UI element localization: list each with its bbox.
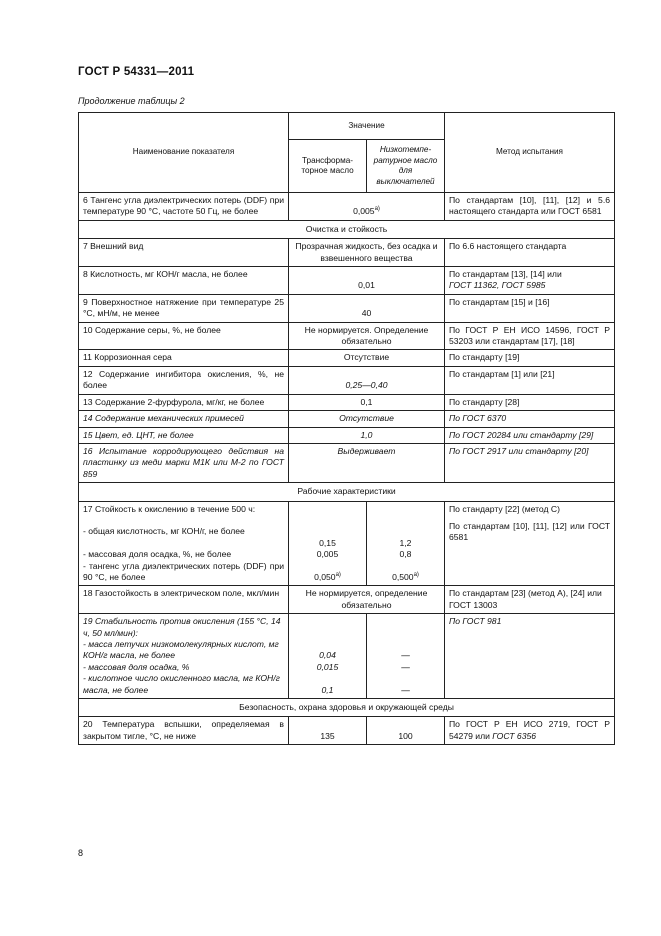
table-header-row <box>79 113 615 140</box>
row-value-transformer: 0,04 0,015 0,1 <box>289 614 367 699</box>
row-value: Отсутствие <box>289 350 445 366</box>
row-name: 13 Содержание 2-фурфурола, мг/кг, не более <box>79 394 289 410</box>
row-method: По стандарту [28] <box>445 394 615 410</box>
row-value: Выдерживает <box>289 443 445 482</box>
row-method: По стандартам [23] (метод А), [24] или ГОСТ 13003 <box>445 586 615 614</box>
section-title: Безопасность, охрана здоровья и окружающей среды <box>79 699 615 717</box>
row-value-switch: 100 <box>367 717 445 745</box>
row-method: По ГОСТ 981 <box>445 614 615 699</box>
header-value-group: Значение <box>289 113 445 140</box>
row-method: По ГОСТ Р ЕН ИСО 2719, ГОСТ Р 54279 или ГОСТ 6356 <box>445 717 615 745</box>
row-name: 7 Внешний вид <box>79 239 289 267</box>
section-title: Очистка и стойкость <box>79 220 615 238</box>
row-value: Не нормируется, определение обязательно <box>289 586 445 614</box>
row-value: $0,005^{а)}$ <box>289 193 445 221</box>
row-name: 16 Испытание корродирующего действия на пластинку из меди марки М1К или М-2 по ГОСТ 859 <box>79 443 289 482</box>
row-method: По ГОСТ 6370 <box>445 411 615 427</box>
table-row <box>79 411 615 427</box>
row-method: По стандартам [15] и [16] <box>445 294 615 322</box>
table-continuation-caption: Продолжение таблицы 2 <box>78 96 185 106</box>
row-name: 18 Газостойкость в электрическом поле, мкл/мин <box>79 586 289 614</box>
header-transformer-oil: Трансформа-торное масло <box>289 140 367 193</box>
row-name: 15 Цвет, ед. ЦНТ, не более <box>79 427 289 443</box>
table-row <box>79 443 615 482</box>
row-method: По 6.6 настоящего стандарта <box>445 239 615 267</box>
row-name: 8 Кислотность, мг КОН/г масла, не более <box>79 267 289 295</box>
section-row <box>79 220 615 238</box>
row-value-transformer: 135 <box>289 717 367 745</box>
row-name: 9 Поверхностное натяжение при температуре 25 °C, мН/м, не менее <box>79 294 289 322</box>
row-method: По ГОСТ Р ЕН ИСО 14596, ГОСТ Р 53203 или стандартам [17], [18] <box>445 322 615 350</box>
header-method: Метод испытания <box>445 113 615 193</box>
table-row <box>79 394 615 410</box>
row-name: 10 Содержание серы, %, не более <box>79 322 289 350</box>
table-row <box>79 717 615 745</box>
table-row <box>79 267 615 295</box>
row-value-transformer: 0,15 0,005 $0,050^{а)}$ <box>289 501 367 586</box>
row-value: Прозрачная жидкость, без осадка и взвешенного вещества <box>289 239 445 267</box>
section-row <box>79 699 615 717</box>
row-name: 12 Содержание ингибитора окисления, %, не более <box>79 366 289 394</box>
table-row <box>79 193 615 221</box>
row-method: По стандартам [1] или [21] <box>445 366 615 394</box>
row-method: По стандартам [13], [14] или ГОСТ 11362, ГОСТ 5985 <box>445 267 615 295</box>
row-value: 0,1 <box>289 394 445 410</box>
table-row <box>79 501 615 586</box>
document-title: ГОСТ Р 54331—2011 <box>78 66 195 78</box>
row-value: Отсутствие <box>289 411 445 427</box>
row-method: По стандарту [22] (метод С) По стандартам [10], [11], [12] или ГОСТ 6581 <box>445 501 615 586</box>
header-switch-oil: Низкотемпе-ратурное масло для выключателей <box>367 140 445 193</box>
header-name: Наименование показателя <box>79 113 289 193</box>
table-row <box>79 322 615 350</box>
table-row <box>79 366 615 394</box>
table-row <box>79 427 615 443</box>
row-method: По стандарту [19] <box>445 350 615 366</box>
section-row <box>79 483 615 501</box>
row-name: 17 Стойкость к окислению в течение 500 ч: - общая кислотность, мг КОН/г, не более - массовая доля осадка, %, не более - тангенс угла диэлектрических потерь (DDF) при 90 °C, не более <box>79 501 289 586</box>
row-name: 20 Температура вспышки, определяемая в закрытом тигле, °C, не ниже <box>79 717 289 745</box>
row-value: Не нормируется. Определение обязательно <box>289 322 445 350</box>
row-value: 0,25—0,40 <box>289 366 445 394</box>
section-title: Рабочие характеристики <box>79 483 615 501</box>
page-number: 8 <box>78 848 84 858</box>
row-value-switch: — — — <box>367 614 445 699</box>
row-method: По ГОСТ 20284 или стандарту [29] <box>445 427 615 443</box>
table-row <box>79 294 615 322</box>
row-method: По стандартам [10], [11], [12] и 5.6 настоящего стандарта или ГОСТ 6581 <box>445 193 615 221</box>
row-name: 6 Тангенс угла диэлектрических потерь (DDF) при температуре 90 °C, частоте 50 Гц, не более <box>79 193 289 221</box>
row-name: 19 Стабильность против окисления (155 °C, 14 ч, 50 мл/мин): - масса летучих низкомолекулярных кислот, мг КОН/г масла, не более - массовая доля осадка, % - кислотное число окисленного масла, мг КОН/г масла, не более <box>79 614 289 699</box>
table-row <box>79 350 615 366</box>
table-row <box>79 614 615 699</box>
row-value-switch: 1,2 0,8 $0,500^{а)}$ <box>367 501 445 586</box>
row-value: 0,01 <box>289 267 445 295</box>
row-name: 11 Коррозионная сера <box>79 350 289 366</box>
table-row <box>79 239 615 267</box>
row-value: 1,0 <box>289 427 445 443</box>
row-name: 14 Содержание механических примесей <box>79 411 289 427</box>
table-row <box>79 586 615 614</box>
row-method: По ГОСТ 2917 или стандарту [20] <box>445 443 615 482</box>
properties-table <box>78 112 615 745</box>
row-value: 40 <box>289 294 445 322</box>
